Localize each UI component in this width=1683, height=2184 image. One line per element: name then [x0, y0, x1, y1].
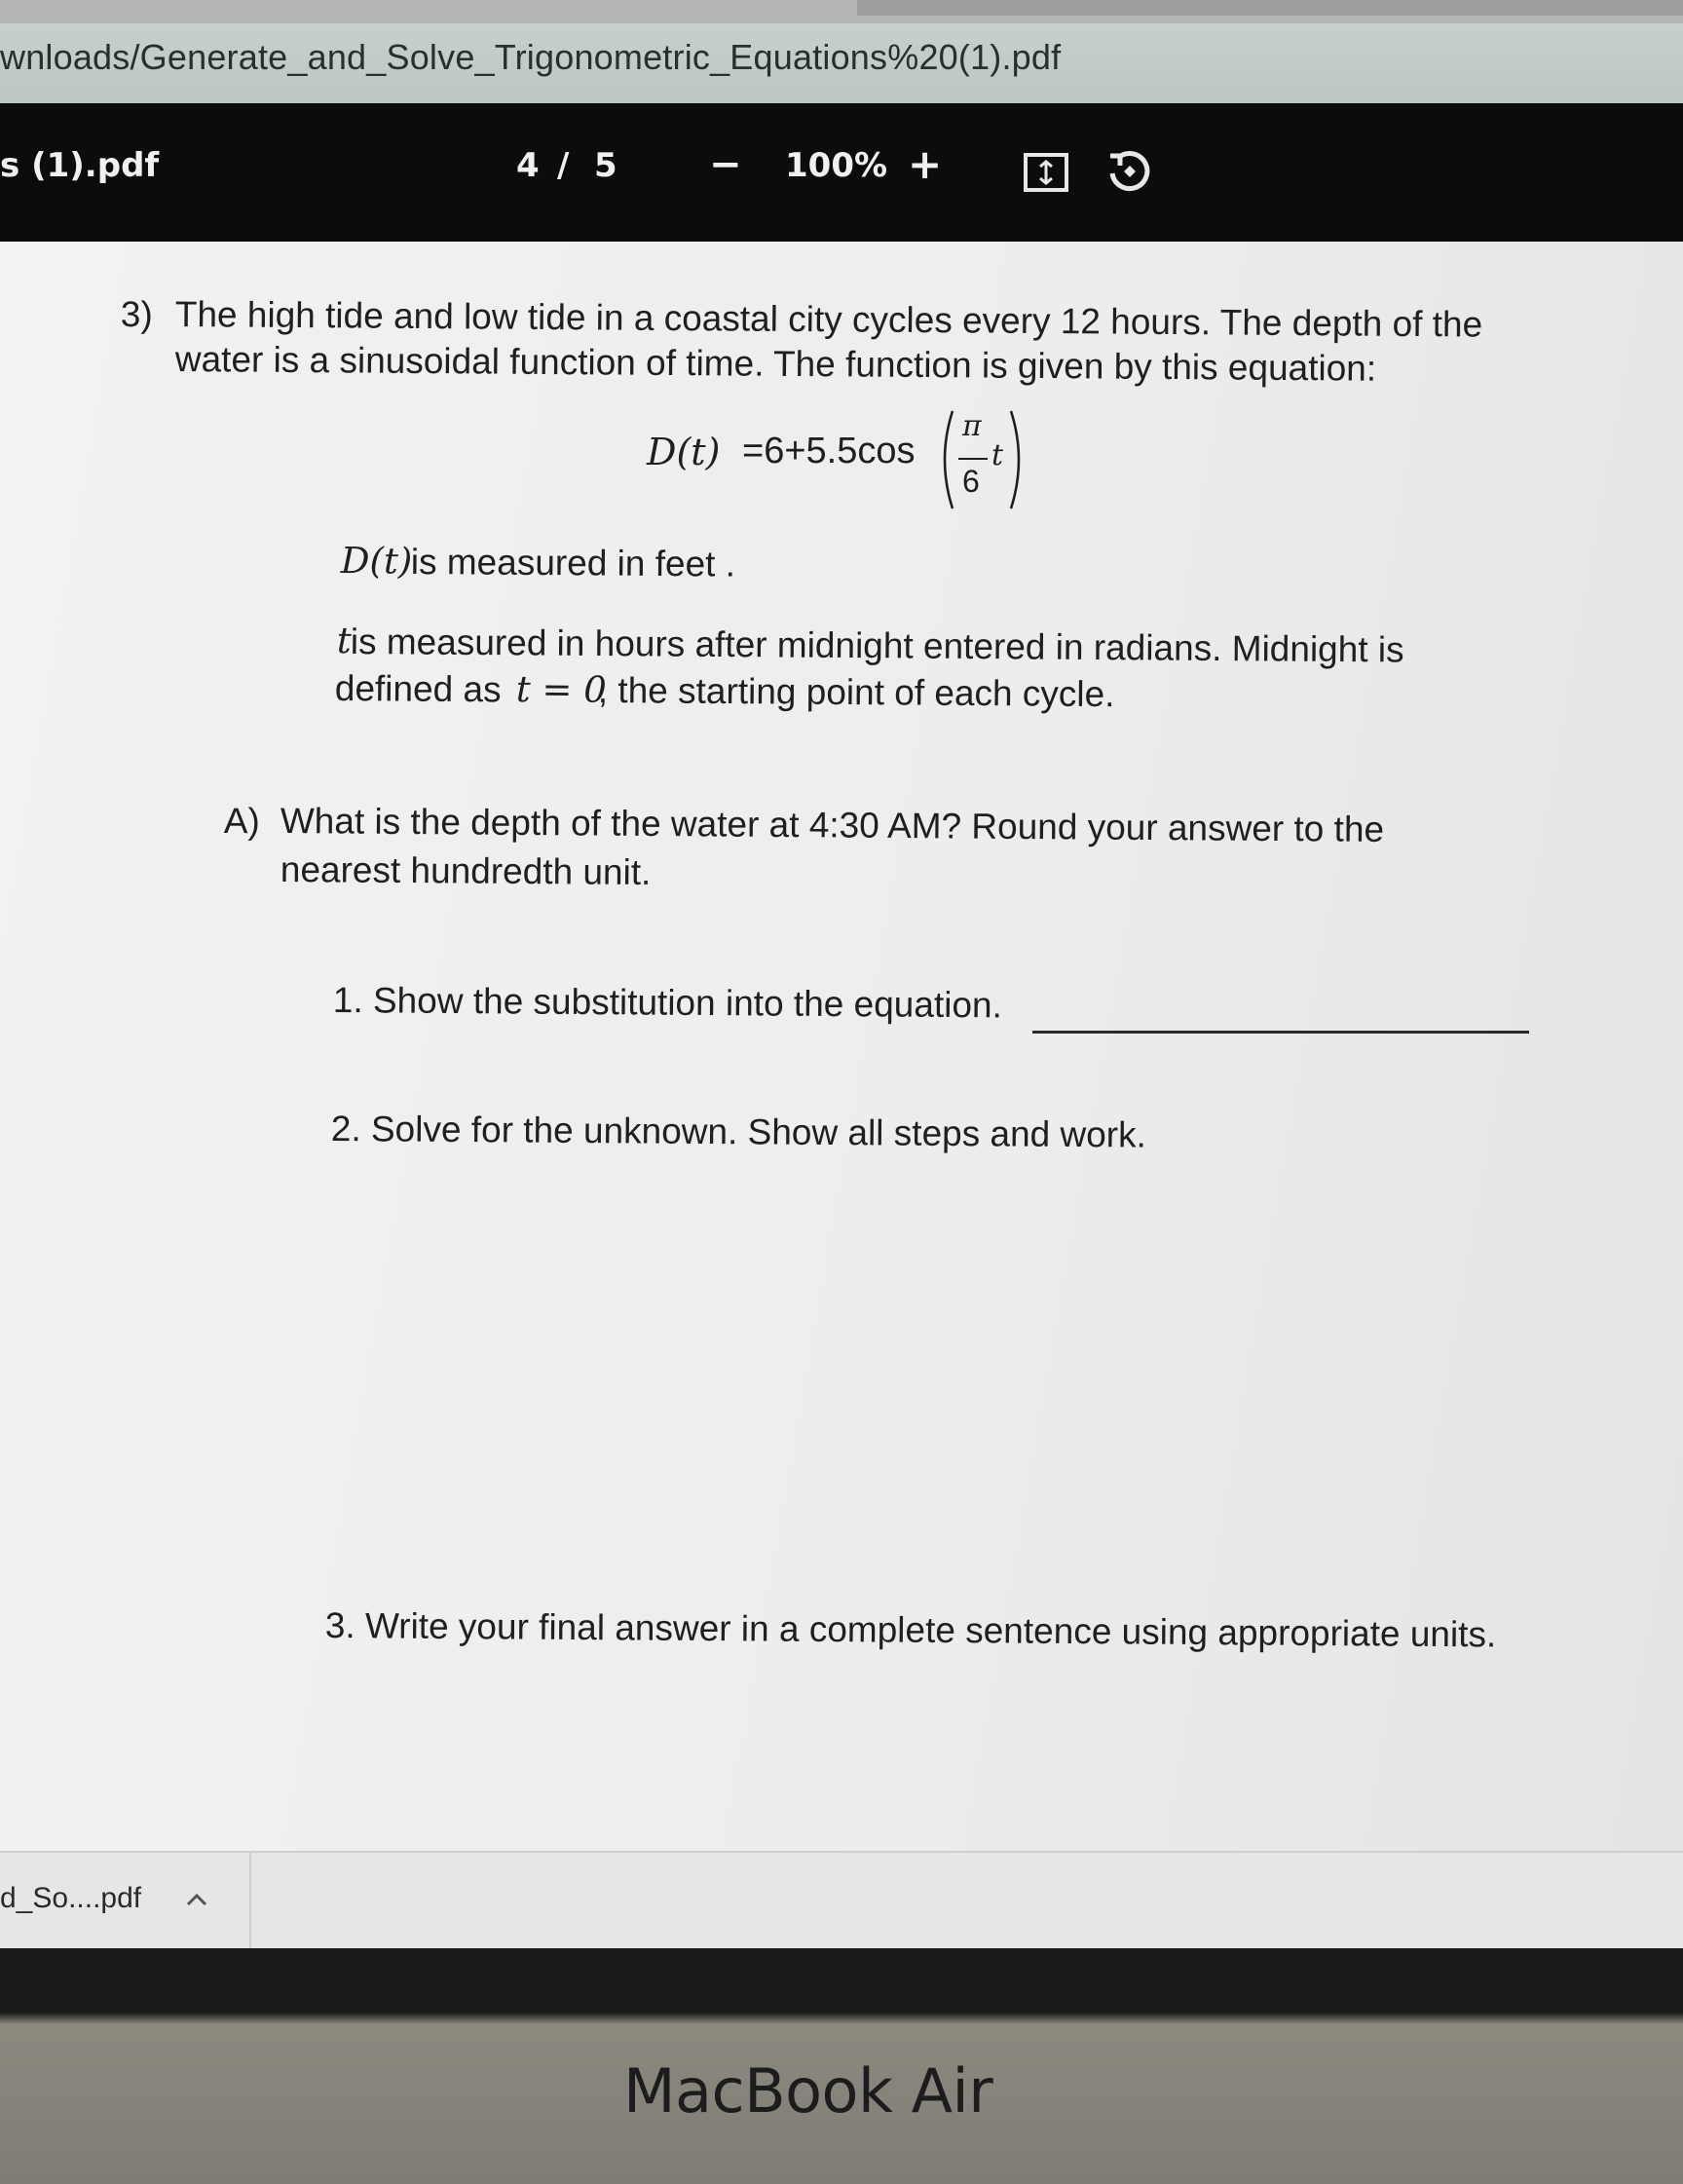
t-note-midnight-equation: t = 0 — [515, 668, 607, 711]
step-3-instruction: 3. Write your final answer in a complete sentence using appropriate units. — [324, 1605, 1497, 1655]
d-note-variable: D(t) — [340, 540, 413, 583]
page-separator: / — [557, 146, 570, 185]
browser-tab[interactable] — [857, 0, 1683, 16]
t-note-variable: t — [336, 620, 352, 662]
download-item-name[interactable]: d_So....pdf — [0, 1882, 142, 1914]
d-note: is measured in feet . — [410, 542, 736, 584]
zoom-in-button[interactable]: + — [908, 140, 943, 188]
total-pages: 5 — [594, 146, 617, 185]
part-a-question-line-1: What is the depth of the water at 4:30 AM? Round your answer to the — [280, 801, 1385, 849]
step-1-instruction: 1. Show the substitution into the equation. — [332, 980, 1003, 1026]
t-note-line-2-suffix: , the starting point of each cycle. — [597, 670, 1115, 715]
fraction-bar — [958, 458, 988, 460]
current-page-number[interactable]: 4 — [516, 146, 540, 185]
pdf-file-title: s (1).pdf — [0, 146, 160, 185]
device-label: MacBook Air — [623, 2055, 993, 2127]
equation-left-paren — [935, 409, 956, 510]
pdf-viewer-toolbar — [0, 103, 1683, 242]
answer-blank-line — [1032, 1031, 1529, 1034]
chevron-up-icon[interactable] — [185, 1892, 208, 1912]
rotate-icon[interactable] — [1104, 146, 1155, 197]
part-a-question-line-2: nearest hundredth unit. — [280, 849, 652, 892]
url-text[interactable]: wnloads/Generate_and_Solve_Trigonometric_Equations%20(1).pdf — [0, 37, 1062, 77]
address-bar[interactable] — [0, 23, 1683, 107]
step-2-instruction: 2. Solve for the unknown. Show all steps and work. — [330, 1109, 1147, 1155]
part-a-label: A) — [223, 801, 260, 842]
laptop-bezel — [0, 1948, 1683, 2184]
problem-intro-line-1: The high tide and low tide in a coastal city cycles every 12 hours. The depth of the — [174, 294, 1483, 345]
problem-intro-line-2: water is a sinusoidal function of time. The function is given by this equation: — [174, 339, 1377, 389]
fraction-numerator: π — [962, 409, 982, 443]
equation-lhs: D(t) — [647, 431, 721, 473]
downloads-separator — [249, 1853, 251, 1950]
equation-rhs: =6+5.5cos — [742, 431, 916, 471]
t-note-line-2-prefix: defined as — [334, 668, 502, 710]
t-note-line-1: is measured in hours after midnight entered in radians. Midnight is — [350, 621, 1404, 670]
fit-page-icon[interactable] — [1023, 152, 1069, 193]
fraction-denominator: 6 — [962, 464, 980, 499]
browser-tab-strip — [0, 0, 1683, 23]
downloads-bar — [0, 1851, 1683, 1950]
problem-number: 3) — [120, 294, 153, 335]
zoom-out-button[interactable]: − — [709, 142, 742, 187]
equation-variable: t — [991, 438, 1004, 472]
pdf-page[interactable] — [0, 242, 1683, 1851]
equation-right-paren — [1007, 409, 1028, 510]
zoom-level[interactable]: 100% — [785, 146, 888, 185]
